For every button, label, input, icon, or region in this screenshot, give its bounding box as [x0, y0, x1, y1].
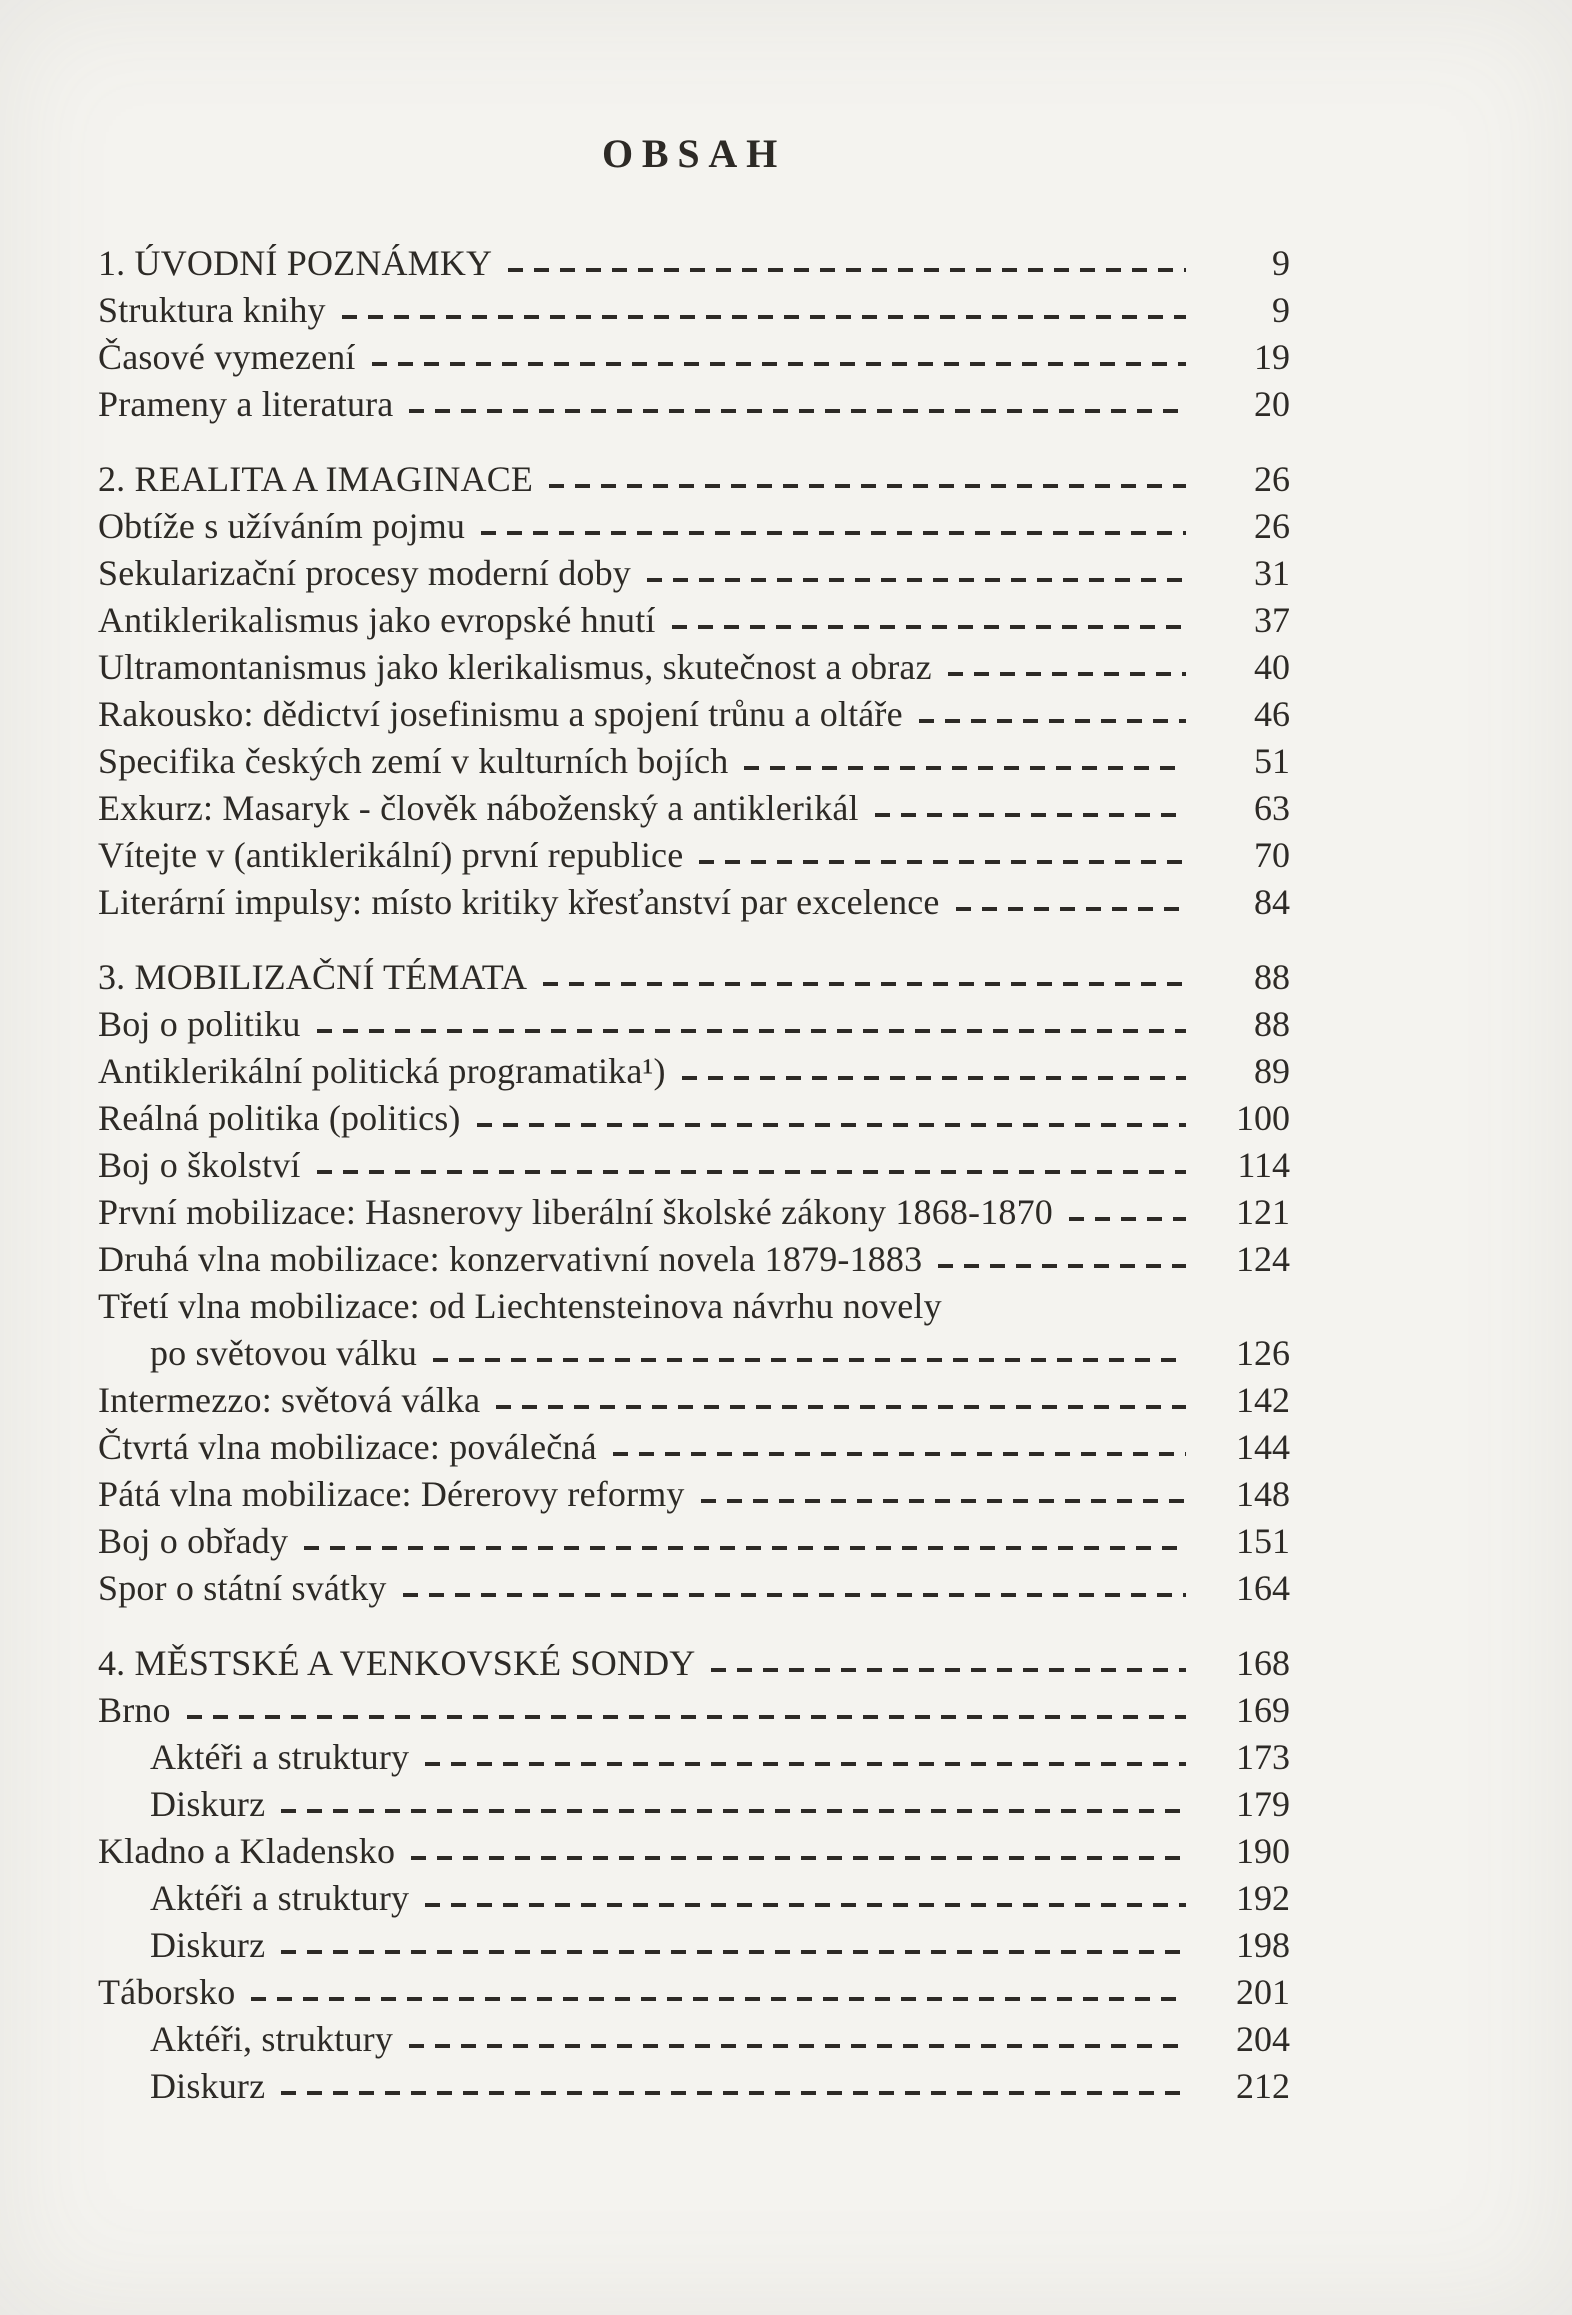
toc-page-number: 88: [1254, 957, 1290, 997]
toc-page-number: 124: [1236, 1239, 1290, 1279]
toc-section-row: [98, 954, 1290, 1001]
toc-dash-leader: [919, 719, 1186, 723]
toc-list: [98, 240, 1290, 2110]
toc-entry-label: Časové vymezení: [98, 337, 356, 377]
toc-page-number: 51: [1254, 741, 1290, 781]
toc-entry-label: Ultramontanismus jako klerikalismus, skutečnost a obraz: [98, 647, 932, 687]
toc-page-number: 212: [1236, 2066, 1290, 2106]
toc-row: [98, 597, 1290, 644]
page-title: OBSAH: [601, 131, 787, 176]
toc-page-number: 190: [1236, 1831, 1290, 1871]
toc-entry-label: Struktura knihy: [98, 290, 326, 330]
toc-page-number: 70: [1254, 835, 1290, 875]
toc-dash-leader: [938, 1264, 1186, 1268]
toc-entry-label: 2. REALITA A IMAGINACE: [98, 459, 534, 499]
toc-page-number: 192: [1236, 1878, 1290, 1918]
toc-page-number: 63: [1254, 788, 1290, 828]
toc-row: [98, 691, 1290, 738]
toc-row: [98, 550, 1290, 597]
toc-entry-label: Diskurz: [150, 2066, 266, 2106]
toc-row: [98, 1330, 1290, 1377]
toc-row: [98, 1048, 1290, 1095]
toc-dash-leader: [281, 2091, 1186, 2095]
toc-entry-label: Brno: [98, 1690, 171, 1730]
toc-dash-leader: [372, 362, 1186, 366]
toc-page-number: 121: [1236, 1192, 1290, 1232]
toc-page-number: 148: [1236, 1474, 1290, 1514]
toc-entry-label: Diskurz: [150, 1784, 266, 1824]
toc-entry-label: Boj o politiku: [98, 1004, 301, 1044]
toc-page-number: 168: [1236, 1643, 1290, 1683]
toc-dash-leader: [711, 1668, 1186, 1672]
toc-dash-leader: [549, 484, 1186, 488]
toc-page-number: 84: [1254, 882, 1290, 922]
toc-row: [98, 1377, 1290, 1424]
toc-dash-leader: [699, 860, 1186, 864]
toc-page-number: 126: [1236, 1333, 1290, 1373]
toc-row: [98, 2063, 1290, 2110]
toc-row: [98, 1236, 1290, 1283]
toc-page-number: 88: [1254, 1004, 1290, 1044]
toc-row: [98, 1875, 1290, 1922]
toc-entry-label: Reálná politika (politics): [98, 1098, 461, 1138]
toc-row: [98, 1565, 1290, 1612]
toc-page-number: 179: [1236, 1784, 1290, 1824]
toc-page-number: 198: [1236, 1925, 1290, 1965]
toc-entry-label: 3. MOBILIZAČNÍ TÉMATA: [98, 957, 528, 997]
toc-dash-leader: [956, 907, 1186, 911]
toc-page-number: 20: [1254, 384, 1290, 424]
toc-page-number: 201: [1236, 1972, 1290, 2012]
toc-dash-leader: [251, 1997, 1186, 2001]
toc-page-number: 173: [1236, 1737, 1290, 1777]
toc-page-number: 204: [1236, 2019, 1290, 2059]
toc-page-number: 37: [1254, 600, 1290, 640]
toc-page-number: 9: [1272, 290, 1290, 330]
toc-dash-leader: [1069, 1217, 1186, 1221]
toc-entry-label: Spor o státní svátky: [98, 1568, 387, 1608]
toc-entry-label: Obtíže s užíváním pojmu: [98, 506, 466, 546]
toc-dash-leader: [613, 1452, 1186, 1456]
toc-dash-leader: [281, 1809, 1186, 1813]
toc-dash-leader: [187, 1715, 1186, 1719]
toc-row: [98, 1471, 1290, 1518]
toc-page-number: 164: [1236, 1568, 1290, 1608]
toc-row: [98, 1922, 1290, 1969]
toc-entry-label: Prameny a literatura: [98, 384, 394, 424]
toc-page-number: 31: [1254, 553, 1290, 593]
toc-dash-leader: [477, 1123, 1186, 1127]
toc-entry-label: 1. ÚVODNÍ POZNÁMKY: [98, 243, 493, 283]
toc-dash-leader: [342, 315, 1186, 319]
toc-page-number: 144: [1236, 1427, 1290, 1467]
toc-entry-label: Literární impulsy: místo kritiky křesťanství par excelence: [98, 882, 940, 922]
toc-section-row: [98, 240, 1290, 287]
toc-entry-label: Diskurz: [150, 1925, 266, 1965]
toc-row: [98, 1189, 1290, 1236]
toc-row: [98, 1781, 1290, 1828]
toc-dash-leader: [948, 672, 1186, 676]
toc-entry-label: Exkurz: Masaryk - člověk náboženský a antiklerikál: [98, 788, 859, 828]
toc-dash-leader: [543, 982, 1186, 986]
toc-section-row: [98, 456, 1290, 503]
toc-dash-leader: [433, 1358, 1186, 1362]
toc-dash-leader: [411, 1856, 1186, 1860]
toc-entry-label: 4. MĚSTSKÉ A VENKOVSKÉ SONDY: [98, 1643, 696, 1683]
toc-dash-leader: [409, 409, 1186, 413]
toc-row: [98, 1687, 1290, 1734]
toc-page-number: 169: [1236, 1690, 1290, 1730]
toc-dash-leader: [409, 2044, 1186, 2048]
toc-row: [98, 644, 1290, 691]
toc-entry-label: Třetí vlna mobilizace: od Liechtensteinova návrhu novely: [98, 1286, 942, 1326]
toc-row: [98, 738, 1290, 785]
toc-page-number: 9: [1272, 243, 1290, 283]
toc-dash-leader: [647, 578, 1186, 582]
toc-row: [98, 832, 1290, 879]
toc-dash-leader: [682, 1076, 1186, 1080]
toc-page-number: 19: [1254, 337, 1290, 377]
toc-entry-label: Vítejte v (antiklerikální) první republice: [98, 835, 684, 875]
toc-dash-leader: [304, 1546, 1186, 1550]
toc-dash-leader: [317, 1029, 1186, 1033]
toc-row: [98, 1734, 1290, 1781]
toc-dash-leader: [875, 813, 1186, 817]
toc-page-number: 151: [1236, 1521, 1290, 1561]
toc-dash-leader: [403, 1593, 1186, 1597]
toc-row: [98, 381, 1290, 428]
toc-entry-label: Rakousko: dědictví josefinismu a spojení trůnu a oltáře: [98, 694, 903, 734]
toc-row: [98, 1424, 1290, 1471]
toc-dash-leader: [425, 1762, 1186, 1766]
toc-entry-label: Antiklerikalismus jako evropské hnutí: [98, 600, 656, 640]
toc-dash-leader: [496, 1405, 1186, 1409]
toc-entry-label: Kladno a Kladensko: [98, 1831, 396, 1871]
toc-entry-label: Čtvrtá vlna mobilizace: poválečná: [98, 1427, 597, 1467]
toc-entry-label: Táborsko: [98, 1972, 236, 2012]
toc-entry-label: Boj o obřady: [98, 1521, 289, 1561]
toc-row: [98, 1969, 1290, 2016]
toc-dash-leader: [481, 531, 1186, 535]
toc-row: [98, 879, 1290, 926]
toc-row: [98, 1283, 1290, 1330]
toc-row: [98, 1828, 1290, 1875]
toc-row: [98, 1518, 1290, 1565]
toc-entry-label: po světovou válku: [150, 1333, 418, 1373]
toc-page-number: 46: [1254, 694, 1290, 734]
toc-entry-label: Specifika českých zemí v kulturních bojích: [98, 741, 729, 781]
toc-dash-leader: [317, 1170, 1186, 1174]
toc-section-row: [98, 1640, 1290, 1687]
toc-row: [98, 785, 1290, 832]
toc-entry-label: Druhá vlna mobilizace: konzervativní novela 1879-1883: [98, 1239, 923, 1279]
toc-entry-label: Aktéři a struktury: [150, 1737, 410, 1777]
toc-row: [98, 334, 1290, 381]
toc-entry-label: Aktéři a struktury: [150, 1878, 410, 1918]
toc-page-number: 40: [1254, 647, 1290, 687]
toc-page-number: 26: [1254, 506, 1290, 546]
toc-dash-leader: [281, 1950, 1186, 1954]
toc-entry-label: Pátá vlna mobilizace: Dérerovy reformy: [98, 1474, 685, 1514]
toc-dash-leader: [425, 1903, 1186, 1907]
toc-entry-label: První mobilizace: Hasnerovy liberální školské zákony 1868-1870: [98, 1192, 1053, 1232]
toc-entry-label: Antiklerikální politická programatika¹): [98, 1051, 666, 1091]
toc-row: [98, 503, 1290, 550]
toc-page-number: 142: [1236, 1380, 1290, 1420]
toc-entry-label: Sekularizační procesy moderní doby: [98, 553, 631, 593]
toc-entry-label: Aktéři, struktury: [150, 2019, 394, 2059]
toc-page-number: 26: [1254, 459, 1290, 499]
toc-row: [98, 1001, 1290, 1048]
toc-row: [98, 287, 1290, 334]
toc-page-number: 89: [1254, 1051, 1290, 1091]
toc-page-number: 114: [1237, 1145, 1290, 1185]
toc-row: [98, 1142, 1290, 1189]
toc-dash-leader: [508, 268, 1186, 272]
toc-row: [98, 2016, 1290, 2063]
toc-page-number: 100: [1236, 1098, 1290, 1138]
toc-dash-leader: [744, 766, 1186, 770]
toc-entry-label: Boj o školství: [98, 1145, 301, 1185]
toc-dash-leader: [672, 625, 1186, 629]
toc-dash-leader: [701, 1499, 1186, 1503]
toc-row: [98, 1095, 1290, 1142]
toc-entry-label: Intermezzo: světová válka: [98, 1380, 481, 1420]
